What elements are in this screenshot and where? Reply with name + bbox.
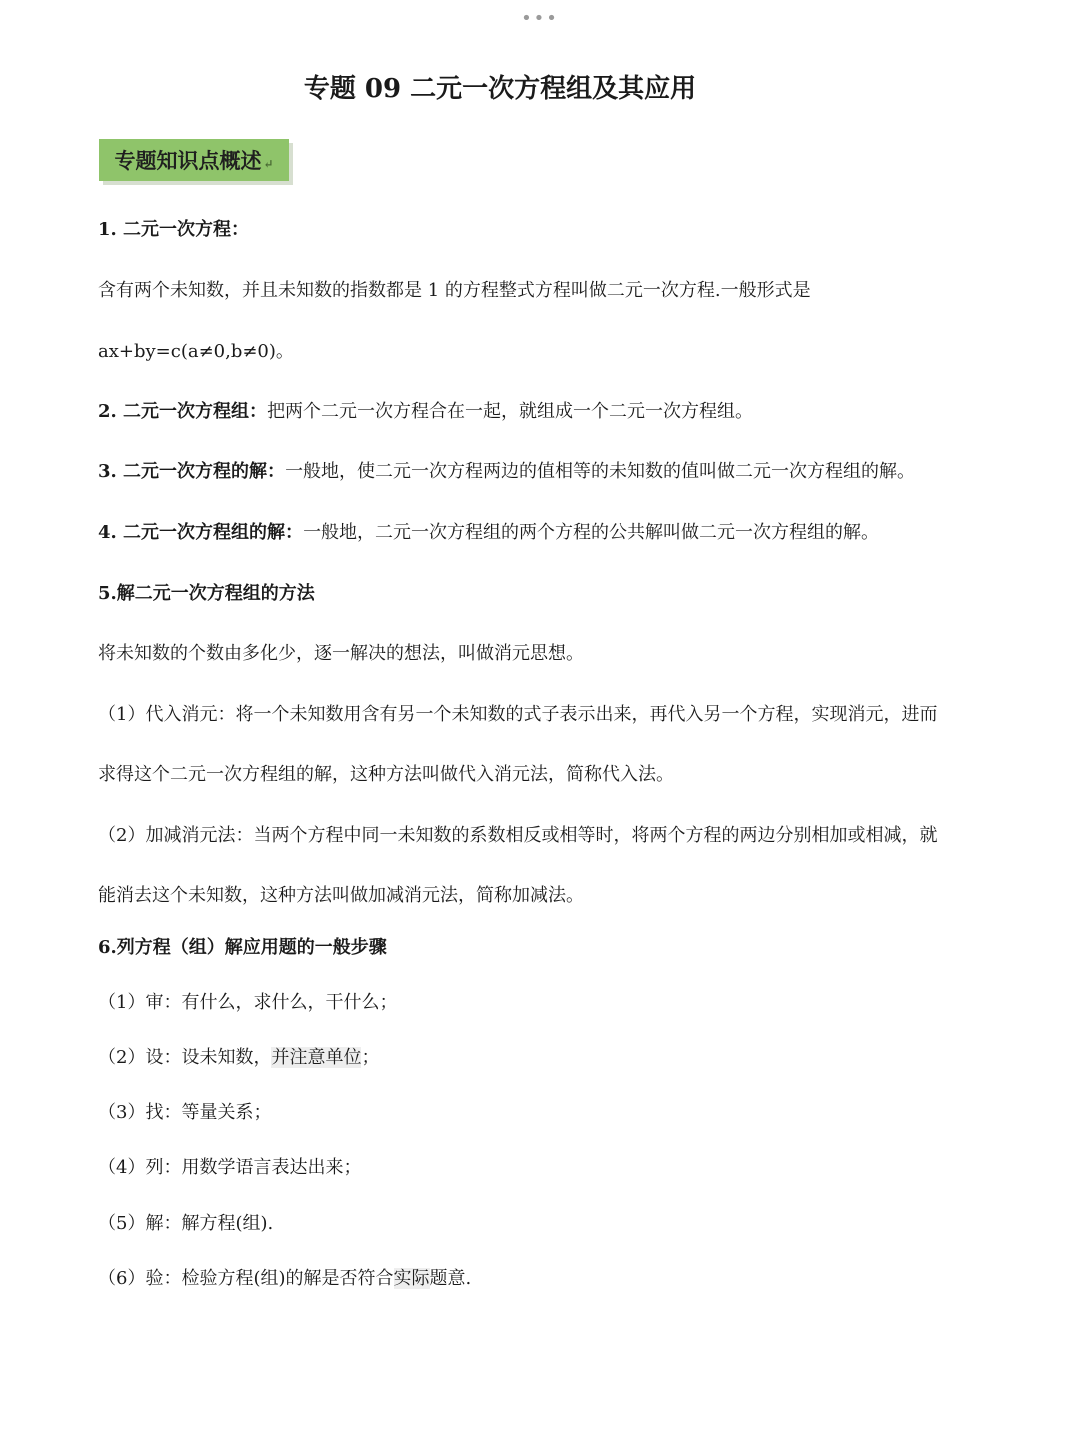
step-6 [98,1267,471,1291]
text-5-intro: 将未知数的个数由多化少，逐一解决的想法，叫做消元思想。 [98,643,584,664]
page-title: 专题 09 二元一次方程组及其应用 [303,74,697,104]
step-6-text: （6）验：检验方程(组)的解是否符合 [98,1268,394,1289]
item-4-label: 4. 二元一次方程组的解： [98,522,304,543]
heading-6: 6.列方程（组）解应用题的一般步骤 [98,937,387,958]
step-2-end: ； [361,1047,380,1068]
banner-label: 专题知识点概述 [114,148,262,173]
item-2 [98,400,753,424]
text-1b: ax+by=c(a≠0,b≠0)。 [98,341,294,362]
step-6-highlight: 实际 [393,1268,430,1289]
text-5-method2b: 能消去这个未知数，这种方法叫做加减消元法，简称加减法。 [98,885,584,906]
item-4-text: 一般地，二元一次方程组的两个方程的公共解叫做二元一次方程组的解。 [303,522,880,543]
item-4 [98,521,879,545]
step-1: （1）审：有什么，求什么，干什么； [98,992,398,1013]
top-dots: ••• [521,8,559,29]
item-3-label: 3. 二元一次方程的解： [98,461,286,482]
text-1a: 含有两个未知数，并且未知数的指数都是 1 的方程整式方程叫做二元一次方程.一般形式是 [98,280,811,301]
item-2-text: 把两个二元一次方程合在一起，就组成一个二元一次方程组。 [267,401,754,422]
section-banner [99,139,289,181]
text-5-method2a: （2）加减消元法：当两个方程中同一未知数的系数相反或相等时，将两个方程的两边分别相加或相减，就 [98,825,938,846]
step-5: （5）解：解方程(组). [98,1213,274,1234]
step-2-highlight: 并注意单位 [271,1047,362,1068]
step-2 [98,1046,379,1070]
text-5-method1b: 求得这个二元一次方程组的解，这种方法叫做代入消元法，简称代入法。 [98,764,674,785]
step-3: （3）找：等量关系； [98,1102,272,1123]
item-2-label: 2. 二元一次方程组： [98,401,268,422]
step-6-end: 题意. [429,1268,472,1289]
heading-1: 1. 二元一次方程： [98,219,250,240]
item-3-text: 一般地，使二元一次方程两边的值相等的未知数的值叫做二元一次方程组的解。 [285,461,916,482]
step-4: （4）列：用数学语言表达出来； [98,1157,362,1178]
return-mark-icon: ↵ [263,157,274,171]
item-3 [98,460,915,484]
step-2-text: （2）设：设未知数， [98,1047,272,1068]
heading-5: 5.解二元一次方程组的方法 [98,583,315,604]
text-5-method1a: （1）代入消元：将一个未知数用含有另一个未知数的式子表示出来，再代入另一个方程，实现消元，进而 [98,704,938,725]
